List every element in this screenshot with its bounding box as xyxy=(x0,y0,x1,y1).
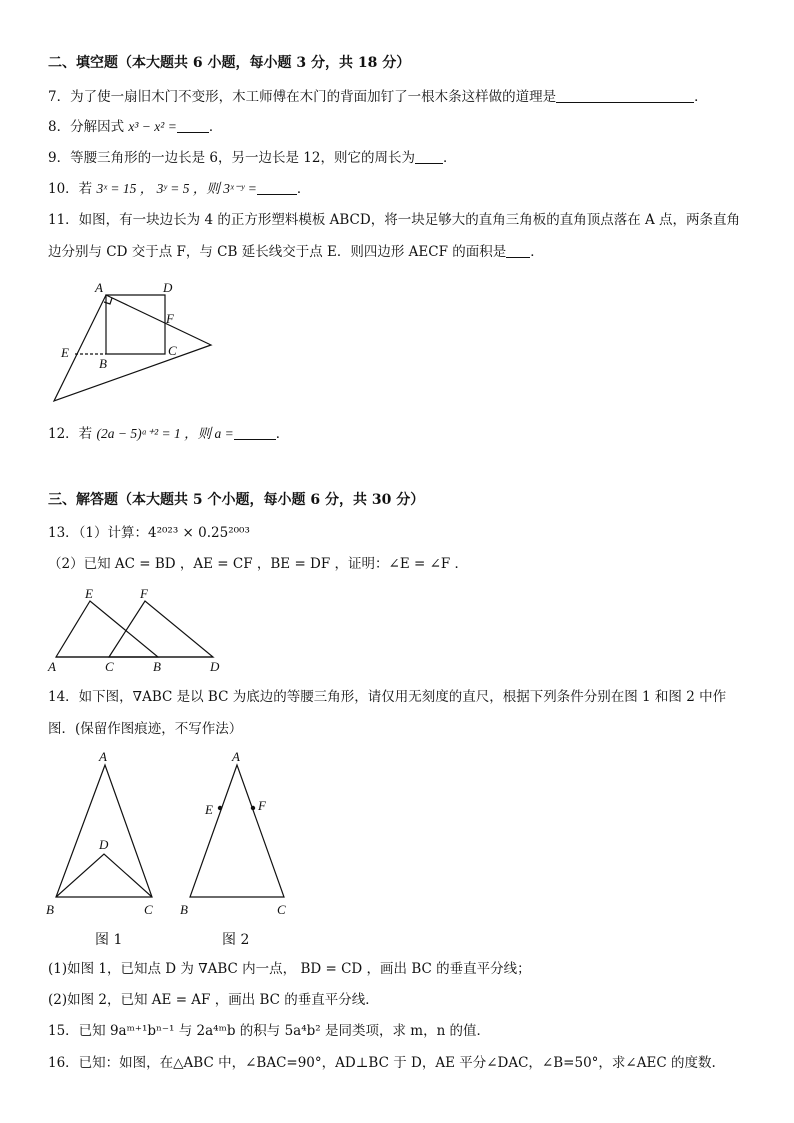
q12-prefix: 12．若 xyxy=(48,426,97,442)
q13-label-a: A xyxy=(48,659,56,674)
question-14-sub-2: (2)如图 2，已知 AE = AF ，画出 BC 的垂直平分线． xyxy=(48,992,379,1008)
q10-end: ． xyxy=(296,181,311,197)
question-14-sub-1: (1)如图 1，已知点 D 为 ∇ABC 内一点， BD = CD ，画出 BC 的垂直平分线； xyxy=(48,961,531,977)
q11-label-c: C xyxy=(168,343,177,358)
question-14-line-2: 图．(保留作图痕迹，不写作法） xyxy=(48,721,243,737)
question-14-line-1: 14．如下图，∇ABC 是以 BC 为底边的等腰三角形，请仅用无刻度的直尺，根据下列条件分别在图 1 和图 2 中作 xyxy=(48,689,727,705)
q11-right-angle-mark xyxy=(104,298,112,304)
q14-fig1-inner-bdc xyxy=(56,854,152,897)
question-16: 16．已知：如图，在△ABC 中，∠BAC=90°，AD⊥BC 于 D，AE 平分∠DAC，∠B=50°，求∠AEC 的度数. xyxy=(48,1055,716,1071)
q9-text: 9．等腰三角形的一边长是 6，另一边长是 12，则它的周长为 xyxy=(48,150,415,166)
q14-fig2-caption: 图 2 xyxy=(222,932,250,948)
q7-text: 7．为了使一扇旧木门不变形，木工师傅在木门的背面加钉了一根木条这样做的道理是 xyxy=(48,89,557,105)
q14-fig2-label-b: B xyxy=(180,902,188,917)
q11-label-a: A xyxy=(95,280,103,295)
q14-fig1-caption: 图 1 xyxy=(95,932,123,948)
question-11-line-1: 11．如图，有一块边长为 4 的正方形塑料模板 ABCD，将一块足够大的直角三角板的直角顶点落在 A 点，两条直角 xyxy=(48,212,741,228)
question-15: 15．已知 9aᵐ⁺¹bⁿ⁻¹ 与 2a⁴ᵐb 的积与 5a⁴b² 是同类项，求 m，n 的值． xyxy=(48,1023,491,1039)
q14-fig2-label-c: C xyxy=(277,902,286,917)
q9-end: ． xyxy=(442,150,457,166)
q14-fig2-point-e xyxy=(218,806,222,810)
q14-fig2-label-f: F xyxy=(258,798,266,813)
q8-prefix: 8．分解因式 xyxy=(48,119,129,135)
q13-label-b: B xyxy=(153,659,161,674)
q11-right-triangle xyxy=(54,295,211,401)
q11-label-f: F xyxy=(166,311,174,326)
q11-label-d: D xyxy=(163,280,173,295)
q12-answer-blank[interactable] xyxy=(234,425,276,440)
q13-label-d: D xyxy=(210,659,220,674)
q7-end: ． xyxy=(694,89,708,105)
q14-fig1-label-c: C xyxy=(144,902,153,917)
q11-line2-text: 边分别与 CD 交于点 F，与 CB 延长线交于点 E．则四边形 AECF 的面积是 xyxy=(48,244,507,260)
q10-prefix: 10．若 xyxy=(48,181,97,197)
q14-fig2-point-f xyxy=(251,806,255,810)
q13-label-e: E xyxy=(85,586,93,601)
q14-fig1-label-b: B xyxy=(46,902,54,917)
q14-fig2-triangle xyxy=(190,765,284,897)
section-3-header: 三、解答题（本大题共 5 个小题，每小题 6 分，共 30 分） xyxy=(48,492,425,508)
q10-expression: 3ˣ = 15 ， 3ʸ = 5 ，则 3ˣ⁻ʸ = xyxy=(96,181,257,196)
q14-fig2-label-a: A xyxy=(232,749,240,764)
q11-label-b: B xyxy=(99,356,107,371)
q13-triangle-ace xyxy=(56,601,158,657)
question-13-part-1: 13．（1）计算：4²⁰²³ × 0.25²⁰⁰³ xyxy=(48,525,250,541)
q14-fig2-label-e: E xyxy=(205,802,213,817)
q12-expression: (2a − 5)ᵃ⁺² = 1 ，则 a = xyxy=(96,426,234,441)
q8-end: ． xyxy=(208,119,223,135)
section-2-header: 二、填空题（本大题共 6 小题，每小题 3 分，共 18 分） xyxy=(48,55,411,71)
question-13-part-2: （2）已知 AC = BD ，AE = CF ，BE = DF ，证明：∠E = ∠F ． xyxy=(48,556,469,572)
q8-expression: x³ − x² = xyxy=(128,119,177,134)
q13-label-f: F xyxy=(140,586,148,601)
q14-fig1-triangle xyxy=(56,765,152,897)
q11-end: ． xyxy=(530,244,544,260)
question-12 xyxy=(48,425,289,443)
q11-label-e: E xyxy=(61,345,69,360)
q14-fig1-label-a: A xyxy=(99,749,107,764)
q13-label-c: C xyxy=(105,659,114,674)
q11-square xyxy=(106,295,165,354)
q12-end: ． xyxy=(275,426,290,442)
q14-fig1-label-d: D xyxy=(99,837,109,852)
